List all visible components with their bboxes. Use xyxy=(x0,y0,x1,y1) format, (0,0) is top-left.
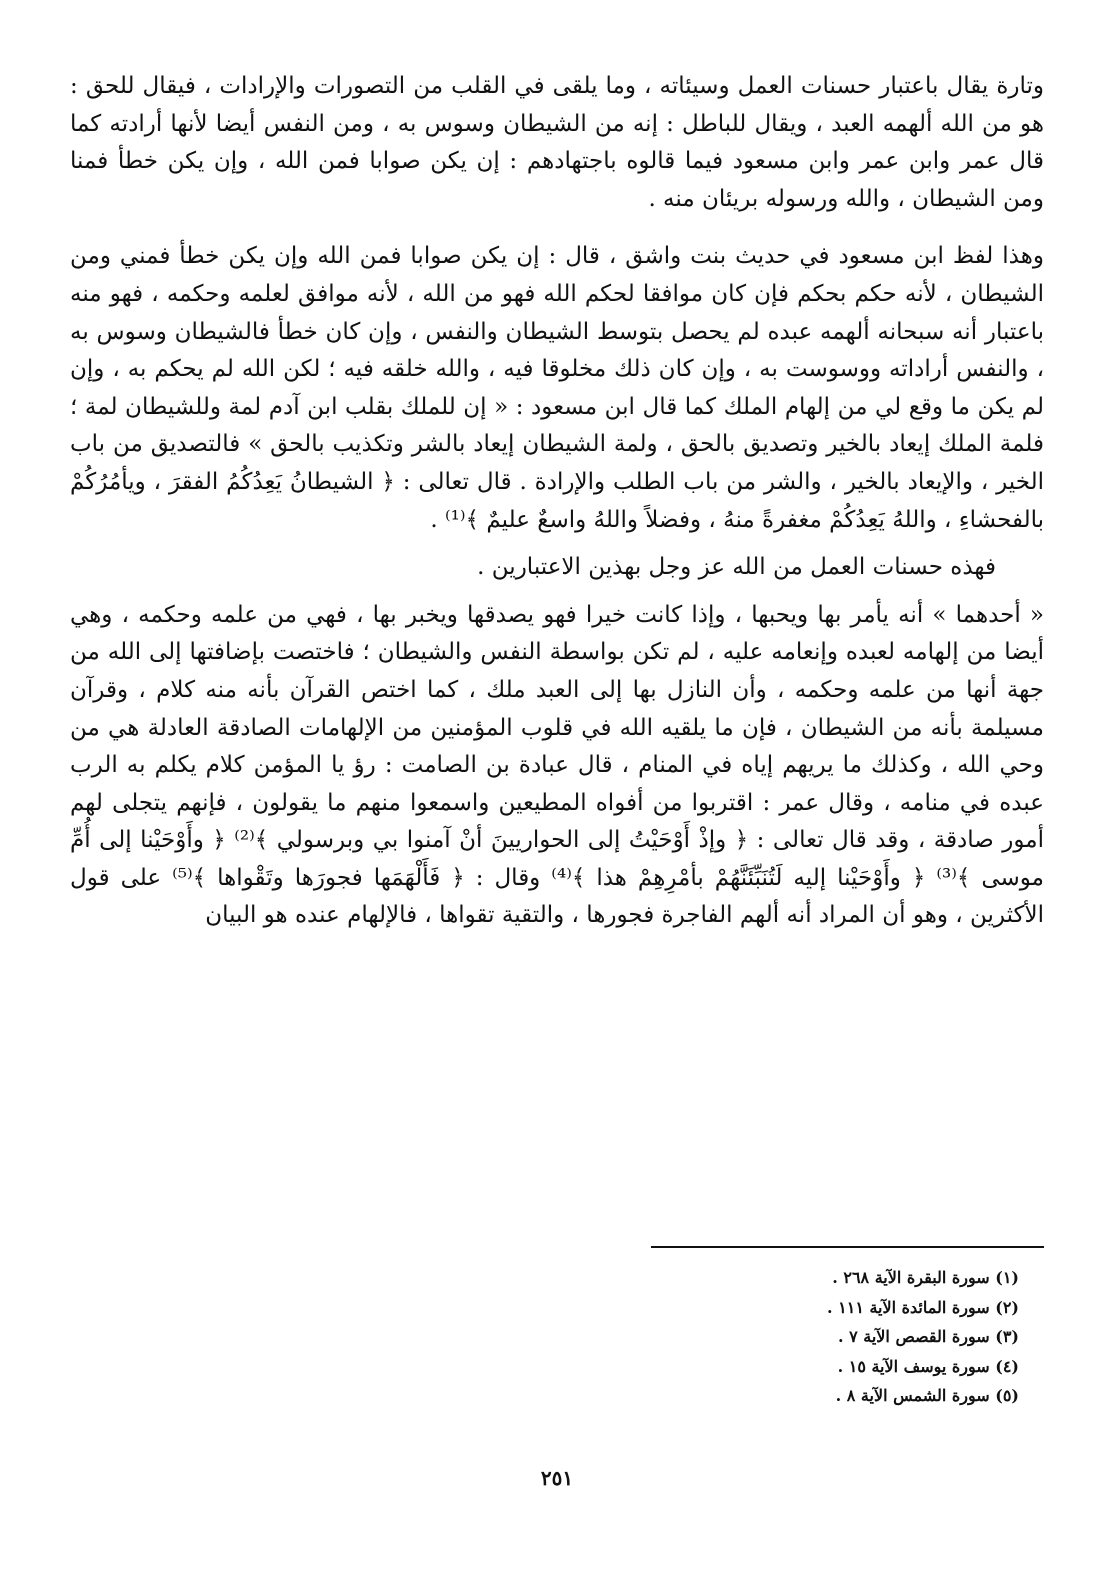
paragraph-3: فهذه حسنات العمل من الله عز وجل بهذين الاعتبارين . xyxy=(477,554,996,581)
paragraph-1: وتارة يقال باعتبار حسنات العمل وسيئاته ، وما يلقى في القلب من التصورات والإرادات ، فيقال للحق : هو من الله ألهمه العبد ، ويقال للباطل : إنه من الشيطان وسوس به ، ومن النفس أيضا لأنها أرادته كما قال عمر وابن عمر وابن مسعود فيما قالوه باجتهادهم : إن يكن صوابا فمن الله ، وإن يكن خطأ فمنا ومن الشيطان ، والله ورسوله بريئان منه . xyxy=(70,73,1045,212)
paragraph-2: وهذا لفظ ابن مسعود في حديث بنت واشق ، قال : إن يكن صوابا فمن الله وإن يكن خطأ فمني ومن الشيطان ، لأنه حكم بحكم فإن كان موافقا لحكم الله فهو من الله ، لأنه موافق لعلمه وحكمه ، فهو منه باعتبار أنه سبحانه ألهمه عبده لم يحصل بتوسط الشيطان والنفس ، وإن كان خطأ فالشيطان وسوس به ، والنفس أراداته ووسوست به ، وإن كان ذلك مخلوقا فيه ، والله خلقه فيه ؛ لكن الله لم يحكم به ، وإن لم يكن ما وقع لي من إلهام الملك كما قال ابن مسعود : « إن للملك بقلب ابن آدم لمة وللشيطان لمة ؛ فلمة الملك إيعاد بالخير وتصديق بالحق ، ولمة الشيطان إيعاد بالشر وتكذيب بالحق » فالتصديق من باب الخير ، والإيعاد بالخير ، والشر من باب الطلب والإرادة . قال تعالى : ﴿ الشيطانُ يَعِدُكُمُ الفقرَ ، ويأمُرُكُمْ بالفحشاءِ ، واللهُ يَعِدُكُمْ مغفرةً منهُ ، وفضلاً واللهُ واسعٌ عليمٌ ﴾⁽¹⁾ . xyxy=(70,243,1044,533)
page-number: ٢٥١ xyxy=(540,1466,574,1490)
footnote-divider xyxy=(651,1246,1044,1248)
footnote-4: (٤) سورة يوسف الآية ١٥ . xyxy=(837,1356,1019,1376)
footnote-3: (٣) سورة القصص الآية ٧ . xyxy=(837,1327,1019,1346)
page-body xyxy=(70,68,1044,935)
paragraph-4: « أحدهما » أنه يأمر بها ويحبها ، وإذا كانت خيرا فهو يصدقها ويخبر بها ، فهي من علمه وحكمه ، وهي أيضا من إلهامه لعبده وإنعامه عليه ، لم تكن بواسطة النفس والشيطان ؛ فاختصت بإضافتها إلى الله من جهة أنها من علمه وحكمه ، وأن النازل بها إلى العبد ملك ، كما اختص القرآن بأنه منه كلام ، وقرآن مسيلمة بأنه من الشيطان ، فإن ما يلقيه الله في قلوب المؤمنين من الإلهامات الصادقة العادلة هي من وحي الله ، وكذلك ما يريهم إياه في المنام ، قال عبادة بن الصامت : رؤ يا المؤمن كلام يكلم به الرب عبده في منامه ، وقال عمر : اقتربوا من أفواه المطيعين واسمعوا منهم ما يقولون ، فإنهم يتجلى لهم أمور صادقة ، وقد قال تعالى : ﴿ وإذْ أَوْحَيْتُ إلى الحواريينَ أنْ آمنوا بي وبرسولي ﴾⁽²⁾ ﴿ وأَوْحَيْنا إلى أُمِّ موسى ﴾⁽³⁾ ﴿ وأَوْحَيْنا إليه لَتُنَبِّئَنَّهُمْ بأمْرِهِمْ هذا ﴾⁽⁴⁾ وقال : ﴿ فَأَلْهَمَها فجورَها وتَقْواها ﴾⁽⁵⁾ على قول الأكثرين ، وهو أن المراد أنه ألهم الفاجرة فجورها ، والتقية تقواها ، فالإلهام عنده هو البيان xyxy=(70,601,1045,929)
footnote-1: (١) سورة البقرة الآية ٢٦٨ . xyxy=(832,1268,1019,1287)
footnotes-list xyxy=(419,1263,1019,1411)
footnote-2: (٢) سورة المائدة الآية ١١١ . xyxy=(826,1297,1019,1317)
footnote-5: (٥) سورة الشمس الآية ٨ . xyxy=(835,1386,1019,1405)
